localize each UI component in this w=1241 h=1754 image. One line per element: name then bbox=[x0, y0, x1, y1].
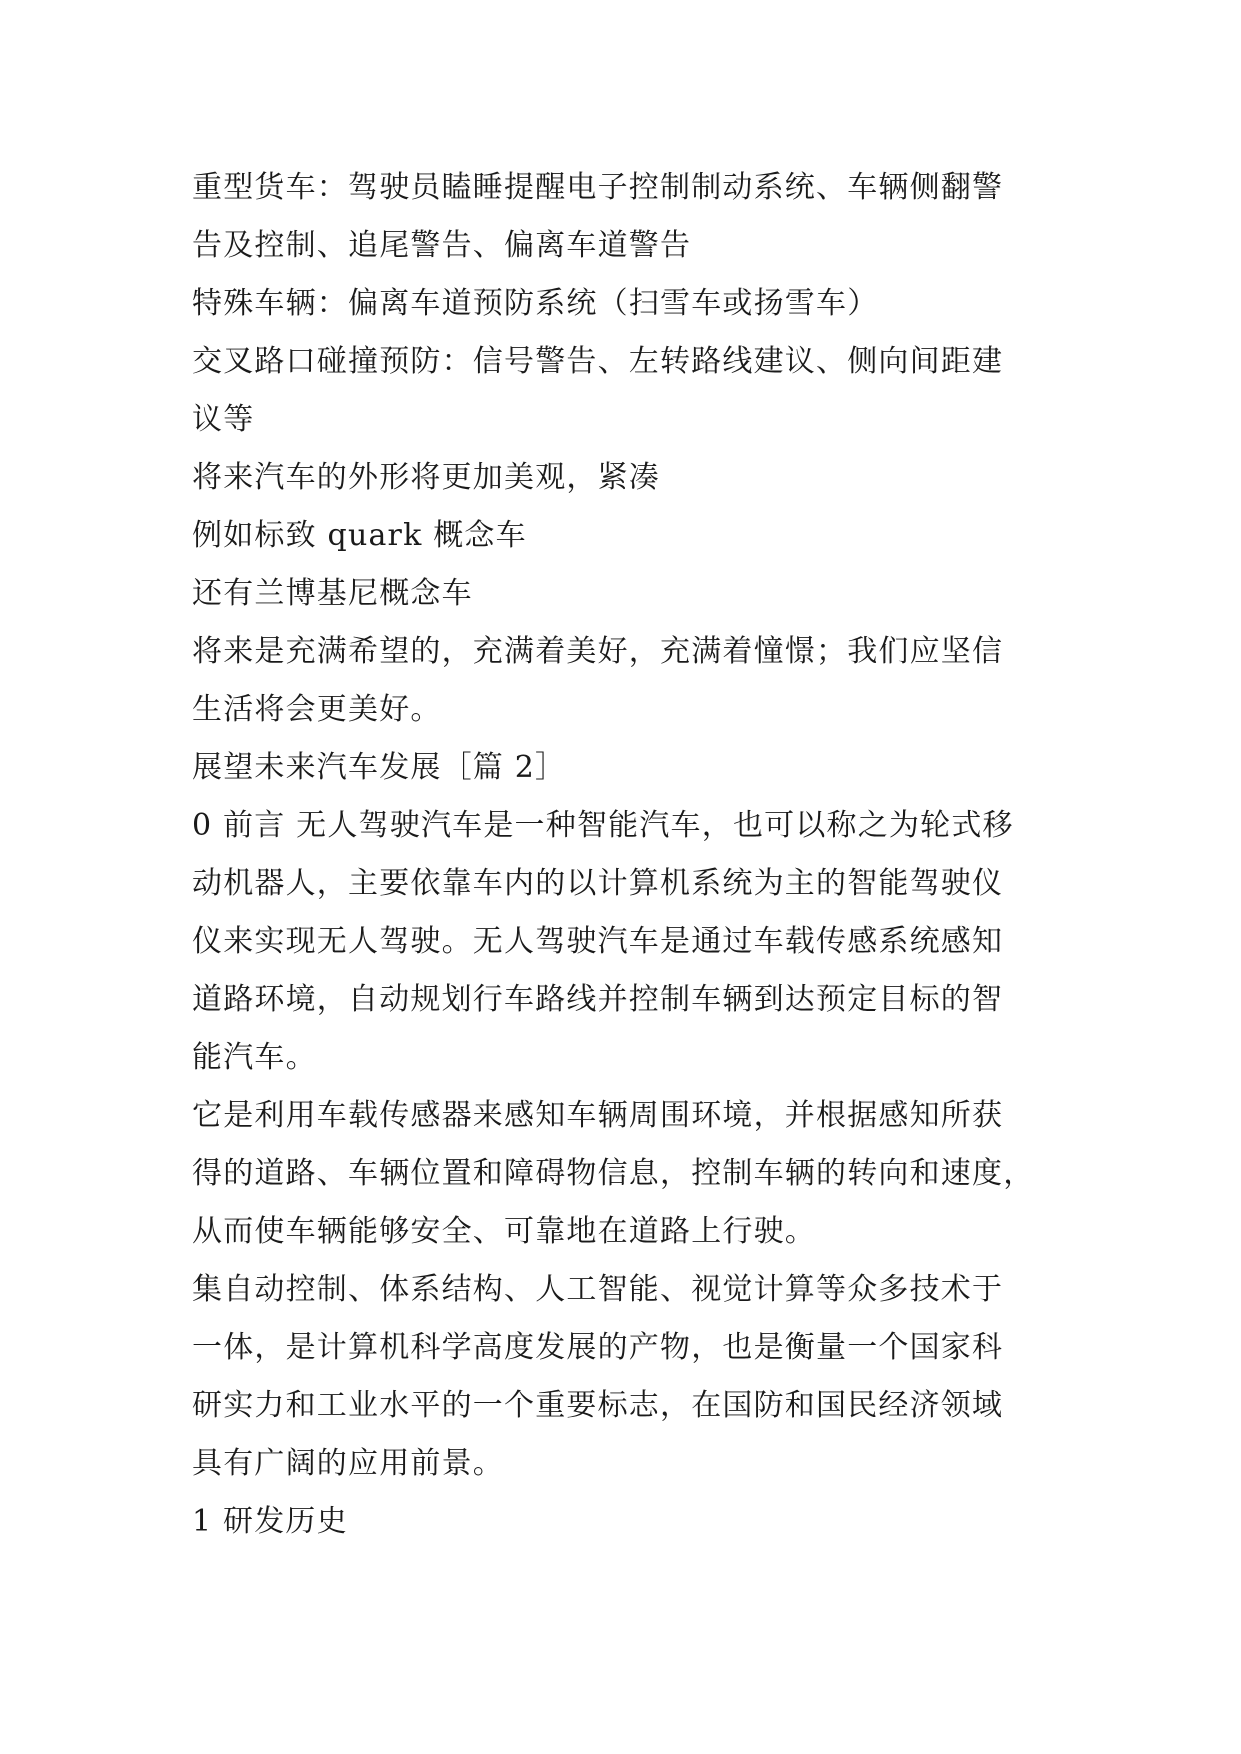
text-line: 告及控制、追尾警告、偏离车道警告 bbox=[192, 228, 692, 263]
text-line: 还有兰博基尼概念车 bbox=[192, 576, 473, 611]
text-line: 从而使车辆能够安全、可靠地在道路上行驶。 bbox=[192, 1214, 816, 1249]
text-line: 一体，是计算机科学高度发展的产物，也是衡量一个国家科 bbox=[192, 1330, 1004, 1365]
text-line: 重型货车：驾驶员瞌睡提醒电子控制制动系统、车辆侧翻警 bbox=[192, 170, 1004, 205]
text-line: 道路环境，自动规划行车路线并控制车辆到达预定目标的智 bbox=[192, 982, 1004, 1017]
text-line: 它是利用车载传感器来感知车辆周围环境，并根据感知所获 bbox=[192, 1098, 1004, 1133]
text-line: 交叉路口碰撞预防：信号警告、左转路线建议、侧向间距建 bbox=[192, 344, 1004, 379]
text-line: 具有广阔的应用前景。 bbox=[192, 1446, 504, 1481]
text-line: 将来是充满希望的，充满着美好，充满着憧憬；我们应坚信 bbox=[192, 634, 1004, 669]
text-line: 集自动控制、体系结构、人工智能、视觉计算等众多技术于 bbox=[192, 1272, 1004, 1307]
text-line: 生活将会更美好。 bbox=[192, 692, 442, 727]
text-line: 研实力和工业水平的一个重要标志，在国防和国民经济领域 bbox=[192, 1388, 1004, 1423]
text-line: 例如标致 quark 概念车 bbox=[192, 518, 527, 553]
text-line: 动机器人，主要依靠车内的以计算机系统为主的智能驾驶仪 bbox=[192, 866, 1004, 901]
text-line: 仪来实现无人驾驶。无人驾驶汽车是通过车载传感系统感知 bbox=[192, 924, 1004, 959]
text-line: 议等 bbox=[192, 402, 255, 437]
section-heading: 1 研发历史 bbox=[192, 1504, 348, 1539]
document-body bbox=[192, 159, 1052, 1551]
text-line: 将来汽车的外形将更加美观，紧凑 bbox=[192, 460, 660, 495]
text-line: 得的道路、车辆位置和障碍物信息，控制车辆的转向和速度， bbox=[192, 1156, 1035, 1191]
text-line: 特殊车辆：偏离车道预防系统（扫雪车或扬雪车） bbox=[192, 286, 879, 321]
section-heading: 展望未来汽车发展［篇 2］ bbox=[192, 750, 567, 785]
text-line: 能汽车。 bbox=[192, 1040, 317, 1075]
text-line: 0 前言 无人驾驶汽车是一种智能汽车，也可以称之为轮式移 bbox=[192, 808, 1014, 843]
